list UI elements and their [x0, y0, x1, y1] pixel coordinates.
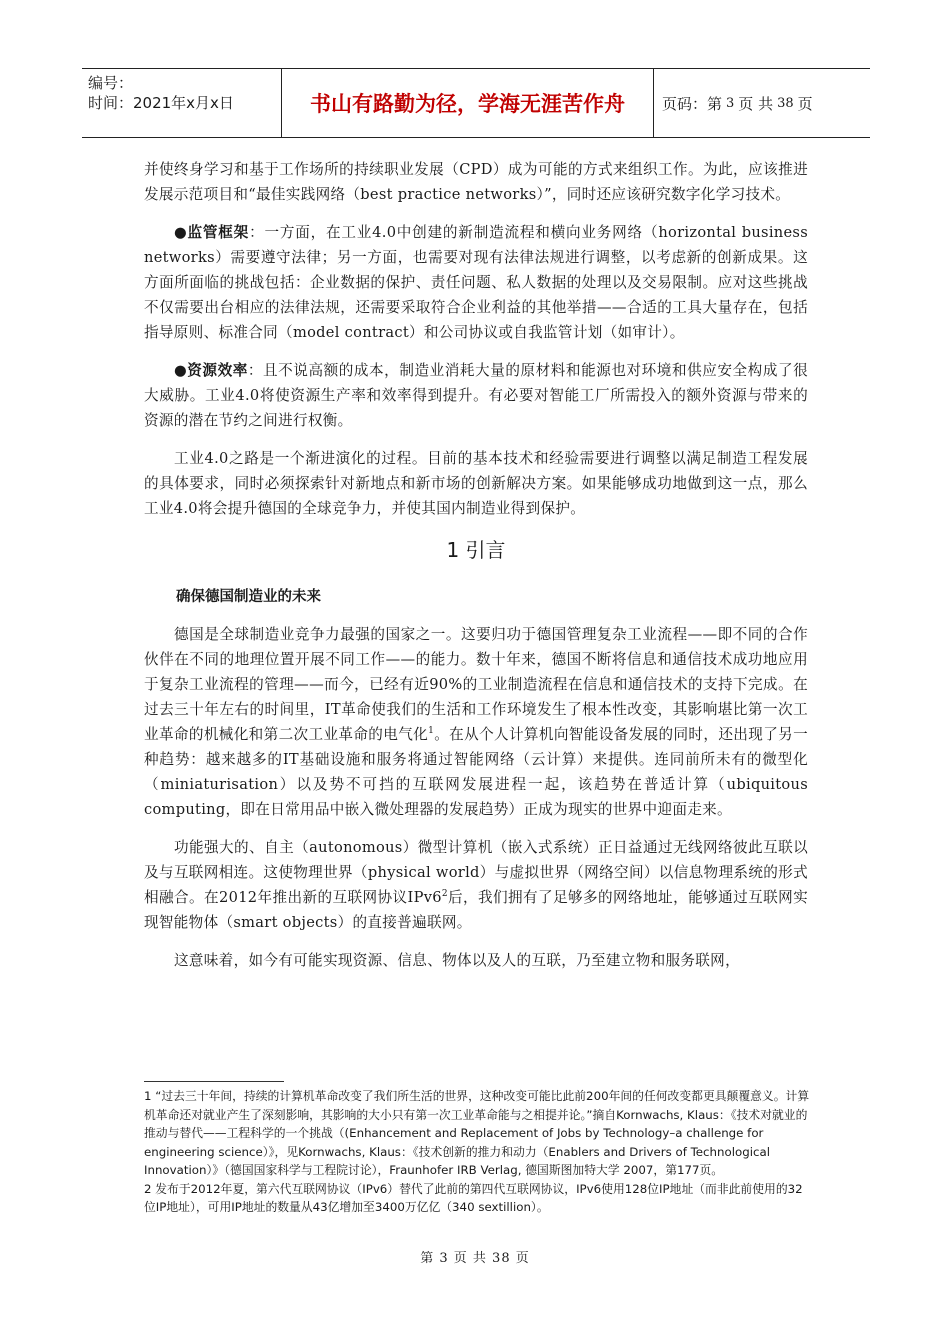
paragraph-interconnection: 这意味着，如今有可能实现资源、信息、物体以及人的互联，乃至建立物和服务联网， [174, 952, 740, 969]
document-body [144, 157, 808, 986]
paragraph-resource-text: ：且不说高额的成本，制造业消耗大量的原材料和能源也对环境和供应安全构成了很大威胁。工业4.0将使资源生产率和效率得到提升。有必要对智能工厂所需投入的额外资源与带来的资源的潜在节约之间进行权衡。 [144, 362, 809, 429]
paragraph-germany-text-a: 德国是全球制造业竞争力最强的国家之一。这要归功于德国管理复杂工业流程——即不同的合作伙伴在不同的地理位置开展不同工作——的能力。数十年来，德国不断将信息和通信技术成功地应用于复杂工业流程的管理——而今，已经有近90%的工业制造流程在信息和通信技术的支持下完成。在过去三十年左右的时间里，IT革命使我们的生活和工作环境发生了根本性改变，其影响堪比第一次工业革命的机械化和第二次工业革命的电气化 [144, 626, 808, 743]
paragraph-germany-text-b: 。在从个人计算机向智能设备发展的同时，还出现了另一种趋势：越来越多的IT基础设施和服务将通过智能网络（云计算）来提供。连同前所未有的微型化（miniaturisation）以及势不可挡的互联网发展进程一起，该趋势在普适计算（ubiquitous computing，即在日常用品中嵌入微处理器的发展趋势）正成为现实的世界中迎面走来。 [144, 726, 808, 818]
footnote-2: 2 发布于2012年夏，第六代互联网协议（IPv6）替代了此前的第四代互联网协议，IPv6使用128位IP地址（而非此前使用的32位IP地址），可用IP地址的数量从43亿增加至3400万亿亿（340 sextillion）。 [144, 1181, 803, 1214]
paragraph-germany-manufacturing [144, 622, 808, 822]
header-number-label: 编号： [88, 74, 134, 92]
header-page-total: 38 [777, 95, 794, 111]
paragraph-embedded-text-b: 后，我们拥有了足够多的网络地址，能够通过互联网实现智能物体（smart objects）的直接普遍联网。 [144, 889, 808, 931]
header-page-suffix: 页 [797, 94, 813, 113]
paragraph-embedded-systems [144, 835, 808, 935]
paragraph-resource-efficiency [144, 358, 808, 433]
footnotes [144, 1087, 814, 1217]
section-title: 1 引言 [446, 538, 506, 562]
footnote-1: 1 “过去三十年间，持续的计算机革命改变了我们所生活的世界，这种改变可能比此前200年间的任何改变都更具颠覆意义。计算机革命还对就业产生了深刻影响，其影响的大小只有第一次工业革命能与之相提并论。”摘自Kornwachs, Klaus：《技术对就业的推动与替代——工程科学的一个挑战（(Enhancement and Replacement of Jobs by Technology–a challenge for engineering science）》，见Kornwachs, Klaus：《技术创新的推力和动力（Enablers and Drivers of Technological Innovation）》（德国国家科学与工程院讨论），Fraunhofer IRB Verlag, 德国斯图加特大学 2007，第177页。 [144, 1089, 810, 1177]
header-page-info [654, 69, 870, 137]
header-page-current: 3 [726, 95, 735, 111]
paragraph-regulatory-text: ：一方面，在工业4.0中创建的新制造流程和横向业务网络（horizontal business networks）需要遵守法律；另一方面，也需要对现有法律法规进行调整，以考虑新的创新成果。这方面所面临的挑战包括：企业数据的保护、责任问题、私人数据的处理以及交易限制。应对这些挑战不仅需要出台相应的法律法规，还需要采取符合企业利益的其他举措——合适的工具大量存在，包括指导原则、标准合同（model contract）和公司协议或自我监管计划（如审计）。 [144, 224, 809, 341]
paragraph-embedded-text-a: 功能强大的、自主（autonomous）微型计算机（嵌入式系统）正日益通过无线网络彼此互联以及与互联网相连。这使物理世界（physical world）与虚拟世界（网络空间）以信息物理系统的形式相融合。在2012年推出新的互联网协议IPv6 [144, 839, 808, 906]
bullet-lead-regulatory: ●监管框架 [174, 224, 250, 241]
footnote-separator [144, 1081, 284, 1082]
paragraph-cpd: 并使终身学习和基于工作场所的持续职业发展（CPD）成为可能的方式来组织工作。为此，应该推进发展示范项目和“最佳实践网络（best practice networks）”，同时还应该研究数字化学习技术。 [144, 161, 808, 203]
header-meta [82, 69, 282, 137]
footnote-ref-1[interactable]: 1 [428, 726, 435, 737]
bullet-lead-resource: ●资源效率 [174, 362, 248, 379]
header-page-prefix: 页码：第 [662, 94, 723, 113]
subheading: 确保德国制造业的未来 [176, 589, 321, 605]
header-page-mid: 页 共 [738, 94, 774, 113]
header-time-label: 时间：2021年x月x日 [88, 94, 234, 112]
header-motto: 书山有路勤为径，学海无涯苦作舟 [282, 69, 654, 137]
page-header [82, 68, 870, 138]
footnote-ref-2[interactable]: 2 [441, 889, 448, 900]
paragraph-regulatory-framework [144, 220, 808, 345]
page-footer: 第 3 页 共 38 页 [420, 1251, 530, 1266]
paragraph-industry40-path: 工业4.0之路是一个渐进演化的过程。目前的基本技术和经验需要进行调整以满足制造工程发展的具体要求，同时必须探索针对新地点和新市场的创新解决方案。如果能够成功地做到这一点，那么工业4.0将会提升德国的全球竞争力，并使其国内制造业得到保护。 [144, 450, 808, 517]
